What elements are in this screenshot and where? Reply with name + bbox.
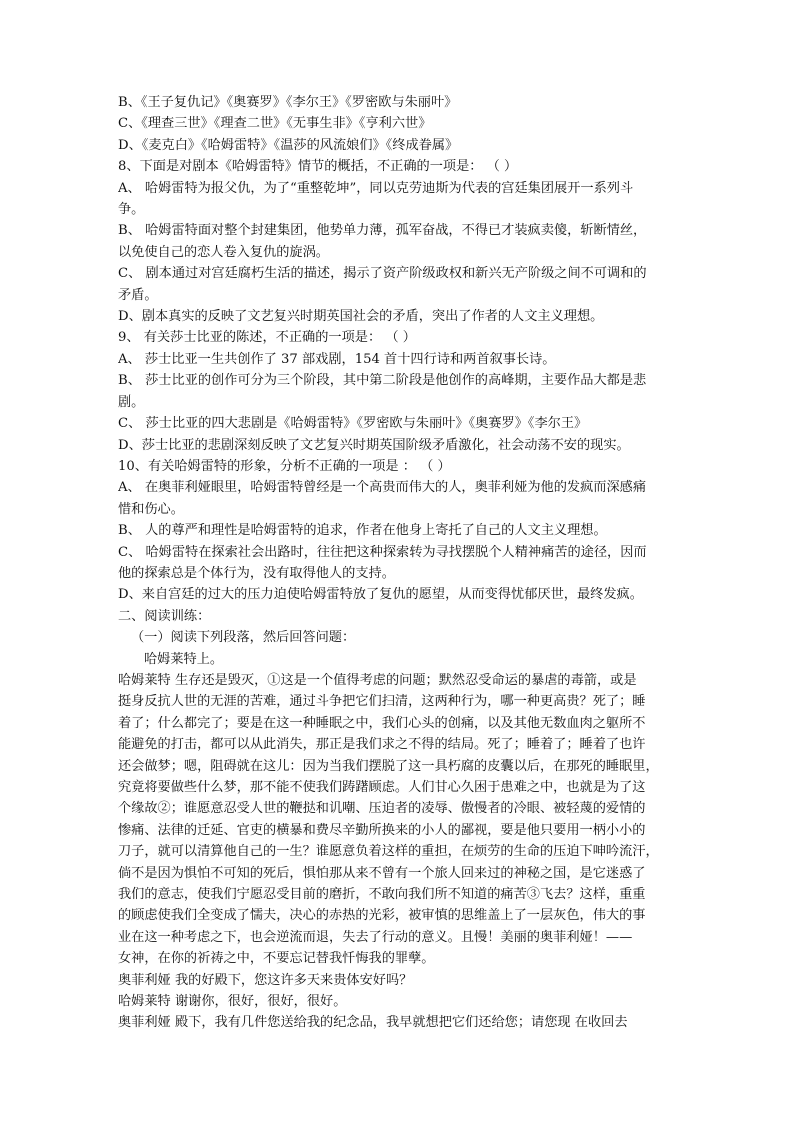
q8-option-c-cont: 矛盾。 [118,287,158,303]
reading-instruction: （一）阅读下列段落，然后回答问题： [131,630,356,646]
q10-option-a: A、 在奥菲利娅眼里，哈姆雷特曾经是一个高贵而伟大的人，奥菲利娅为他的发疯而深感痛 [118,480,647,496]
q8-option-b: B、 哈姆雷特面对整个封建集团，他势单力薄，孤军奋战，不得已才装疯卖傻，斩断情丝， [118,223,647,239]
passage-line-13: 业在这一种考虑之下，也会逆流而退，失去了行动的意义。且慢！美丽的奥菲利娅！—— [118,929,633,945]
passage-line-11: 我们的意志，使我们宁愿忍受目前的磨折，不敢向我们所不知道的痛苦③飞去？这样，重重 [118,887,646,903]
dialogue-ophelia-2: 奥菲利娅 殿下，我有几件您送给我的纪念品，我早就想把它们还给您；请您现 在收回去 [118,1015,628,1031]
q10-option-a-cont: 惜和伤心。 [118,501,184,517]
q8-option-c: C、 剧本通过对宫廷腐朽生活的描述，揭示了资产阶级政权和新兴无产阶级之间不可调和的 [118,266,647,282]
q9-option-a: A、 莎士比亚一生共创作了 37 部戏剧，154 首十四行诗和两首叙事长诗。 [118,351,556,367]
question-10: 10、有关哈姆雷特的形象，分析不正确的一项是 ： （ ） [118,458,451,474]
passage-line-2: 挺身反抗人世的无涯的苦难，通过斗争把它们扫清，这两种行为，哪一种更高贵？死了；睡 [118,694,646,710]
document-body [118,92,678,1034]
option-b-line: B、《王子复仇记》《奥赛罗》《李尔王》《罗密欧与朱丽叶》 [118,95,458,110]
passage-line-9: 刀子，就可以清算他自己的一生？谁愿意负着这样的重担，在烦劳的生命的压迫下呻吟流汗， [118,844,659,860]
q9-option-c: C、 莎士比亚的四大悲剧是《哈姆雷特》《罗密欧与朱丽叶》《奥赛罗》《李尔王》 [118,416,588,432]
q9-option-b: B、 莎士比亚的创作可分为三个阶段，其中第二阶段是他创作的高峰期，主要作品大都是悲 [118,373,647,389]
q10-option-d: D、来自宫廷的过大的压力迫使哈姆雷特放了复仇的愿望，从而变得忧郁厌世，最终发疯。 [118,587,643,603]
q10-option-c-cont: 他的探索总是个体行为，没有取得他人的支持。 [118,565,395,581]
passage-line-5: 还会做梦；嗯，阻碍就在这儿：因为当我们摆脱了这一具朽腐的皮囊以后，在那死的睡眠里， [118,758,659,774]
passage-line-10: 倘不是因为惧怕不可知的死后，惧怕那从来不曾有一个旅人回来过的神秘之国，是它迷惑了 [118,865,646,881]
q8-option-b-cont: 以免使自己的恋人卷入复仇的旋涡。 [118,244,329,260]
q9-option-d: D、莎士比亚的悲剧深刻反映了文艺复兴时期英国阶级矛盾激化，社会动荡不安的现实。 [118,437,630,453]
passage-line-8: 惨痛、法律的迁延、官吏的横暴和费尽辛勤所换来的小人的鄙视，要是他只要用一柄小小的 [118,822,646,838]
option-c-line: C、《理查三世》《理查二世》《无事生非》《亨利六世》 [118,116,432,132]
passage-line-4: 能避免的打击，都可以从此消失，那正是我们求之不得的结局。死了；睡着了；睡着了也许 [118,737,646,753]
passage-line-3: 着了；什么都完了；要是在这一种睡眠之中，我们心头的创痛，以及其他无数血肉之躯所不 [118,715,646,731]
q8-option-a-cont: 争。 [118,202,145,218]
passage-line-12: 的顾虑使我们全变成了懦夫，决心的赤热的光彩，被审慎的思维盖上了一层灰色，伟大的事 [118,908,646,924]
dialogue-ophelia-1: 奥菲利娅 我的好殿下，您这许多天来贵体安好吗？ [118,972,413,988]
passage-line-14: 女神，在你的祈祷之中，不要忘记替我忏悔我的罪孽。 [118,951,435,967]
q8-option-a: A、 哈姆雷特为报父仇，为了“重整乾坤”，同以克劳迪斯为代表的宫廷集团展开一系列斗 [118,180,634,196]
section-heading-reading: 二、阅读训练： [118,608,211,624]
q10-option-c: C、 哈姆雷特在探索社会出路时，往往把这种探索转为寻找摆脱个人精神痛苦的途径，因而 [118,544,647,560]
dialogue-hamlet-1: 哈姆莱特 谢谢你，很好，很好，很好。 [118,994,347,1010]
q8-option-d: D、剧本真实的反映了文艺复兴时期英国社会的矛盾，突出了作者的人文主义理想。 [118,309,604,325]
question-9: 9、 有关莎士比亚的陈述，不正确的一项是： （ ） [118,330,416,346]
question-8: 8、下面是对剧本《哈姆雷特》情节的概括，不正确的一项是： （ ） [118,159,518,175]
passage-line-6: 究竟将要做些什么梦，那不能不使我们踌躇顾虑。人们甘心久困于患难之中，也就是为了这 [118,780,646,795]
option-d-line: D、《麦克白》《哈姆雷特》《温莎的风流娘们》《终成眷属》 [118,137,459,153]
passage-line-7: 个缘故②；谁愿意忍受人世的鞭挞和讥嘲、压迫者的凌辱、傲慢者的冷眼、被轻蔑的爱情的 [118,801,646,817]
stage-direction: 哈姆莱特上。 [144,651,224,667]
q9-option-b-cont: 剧。 [118,394,145,410]
q10-option-b: B、 人的尊严和理性是哈姆雷特的追求，作者在他身上寄托了自己的人文主义理想。 [118,523,607,539]
passage-line-1: 哈姆莱特 生存还是毁灭，①这是一个值得考虑的问题；默然忍受命运的暴虐的毒箭，或是 [118,672,637,688]
